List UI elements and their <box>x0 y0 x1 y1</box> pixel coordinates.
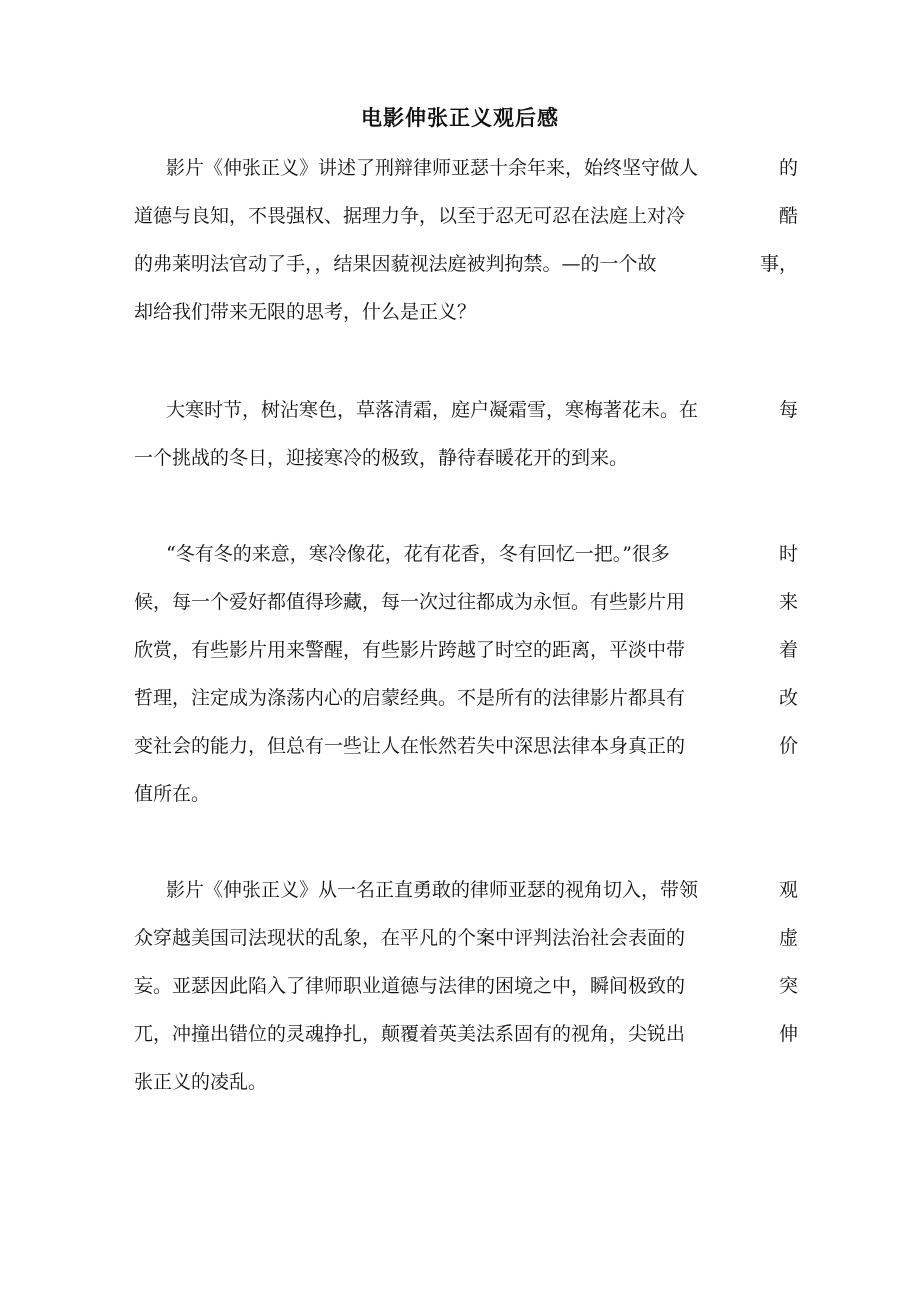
line-tail: 改 <box>778 687 798 709</box>
line-text: 张正义的凌乱。 <box>134 1071 268 1093</box>
paragraph <box>134 386 798 482</box>
text-line <box>134 674 798 722</box>
text-line <box>134 914 798 962</box>
line-text: 值所在。 <box>134 783 211 805</box>
text-line <box>134 192 798 240</box>
line-tail: 观 <box>778 879 798 901</box>
text-line <box>134 626 798 674</box>
line-text: 候，每一个爱好都值得珍藏，每一次过往都成为永恒。有些影片用 <box>134 591 686 613</box>
text-line <box>134 770 798 818</box>
line-text: 影片《伸张正义》从一名正直勇敢的律师亚瑟的视角切入，带领 <box>166 879 699 901</box>
paragraph <box>134 530 798 818</box>
line-text: 大寒时节，树沾寒色，草落清霜，庭户凝霜雪，寒梅著花未。在 <box>166 399 699 421</box>
line-tail: 突 <box>778 975 798 997</box>
document-title: 电影伸张正义观后感 <box>361 105 559 130</box>
text-line <box>134 866 798 914</box>
line-tail: 伸 <box>778 1023 798 1045</box>
text-line <box>134 386 798 434</box>
text-line <box>134 434 798 482</box>
line-text: 道德与良知，不畏强权、据理力争，以至于忍无可忍在法庭上对冷 <box>134 205 686 227</box>
text-line <box>134 288 798 336</box>
line-text: 影片《伸张正义》讲述了刑辩律师亚瑟十余年来，始终坚守做人 <box>166 157 699 179</box>
paragraph <box>134 866 798 1106</box>
paragraph <box>134 144 798 336</box>
text-line <box>134 578 798 626</box>
line-tail: 价 <box>778 735 798 757</box>
line-text: 兀，冲撞出错位的灵魂挣扎，颠覆着英美法系固有的视角，尖锐出 <box>134 1023 686 1045</box>
line-text: 却给我们带来无限的思考，什么是正义？ <box>134 301 477 323</box>
text-line <box>134 722 798 770</box>
line-text: 变社会的能力，但总有一些让人在怅然若失中深思法律本身真正的 <box>134 735 686 757</box>
line-tail: 虚 <box>778 927 798 949</box>
line-tail: 的 <box>778 157 798 179</box>
line-text: 哲理，注定成为涤荡内心的启蒙经典。不是所有的法律影片都具有 <box>134 687 686 709</box>
line-tail: 酷 <box>778 205 798 227</box>
line-text: 妄。亚瑟因此陷入了律师职业道德与法律的困境之中，瞬间极致的 <box>134 975 686 997</box>
text-line <box>134 1010 798 1058</box>
text-line <box>134 144 798 192</box>
line-tail: 事， <box>759 253 798 275</box>
line-text: 的弗莱明法官动了手，，结果因藐视法庭被判拘禁。—的一个故 <box>134 253 657 275</box>
line-tail: 每 <box>778 399 798 421</box>
text-line <box>134 1058 798 1106</box>
line-tail: 时 <box>778 543 798 565</box>
line-tail: 来 <box>778 591 798 613</box>
line-text: “冬有冬的来意，寒冷像花，花有花香，冬有回忆一把。”很多 <box>166 543 670 565</box>
line-text: 欣赏，有些影片用来警醒，有些影片跨越了时空的距离，平淡中带 <box>134 639 686 661</box>
line-text: 众穿越美国司法现状的乱象，在平凡的个案中评判法治社会表面的 <box>134 927 686 949</box>
text-line <box>134 962 798 1010</box>
text-line <box>134 240 798 288</box>
line-text: 一个挑战的冬日，迎接寒冷的极致，静待春暖花开的到来。 <box>134 447 629 469</box>
text-line <box>134 530 798 578</box>
line-tail: 着 <box>778 639 798 661</box>
